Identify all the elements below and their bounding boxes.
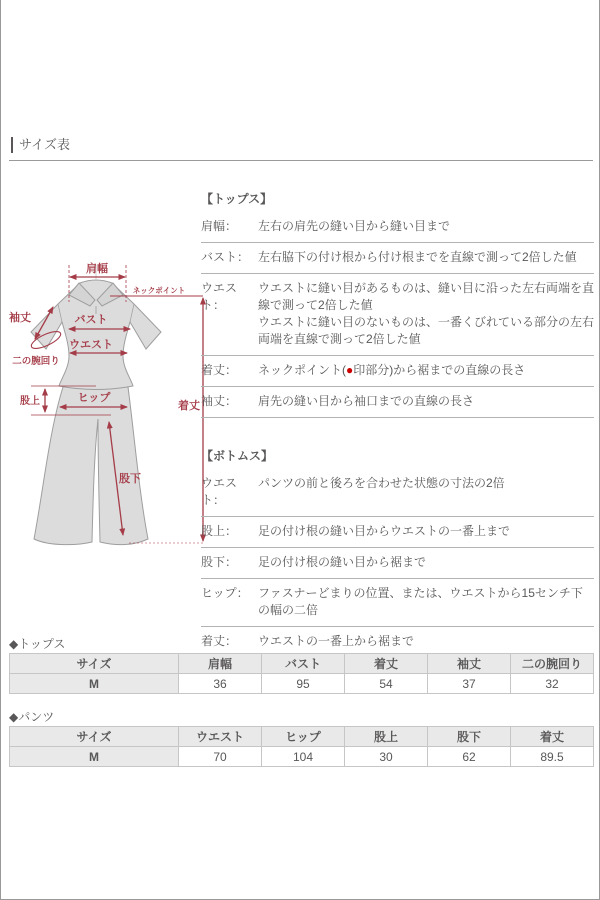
hip-label: ヒップ — [77, 392, 111, 404]
def-desc-line: ウエストに縫い目があるものは、縫い目に沿った左右両端を直線で測って2倍した値 — [258, 281, 595, 312]
def-desc: 足の付け根の縫い目から裾まで — [258, 555, 427, 569]
table-header-cell: 二の腕回り — [511, 654, 594, 674]
def-term: 袖丈： — [201, 394, 238, 408]
def-row-inseam — [201, 548, 594, 579]
def-row-waist-bottom — [201, 469, 594, 517]
def-desc: 左右脇下の付け根から付け根までを直線で測って2倍した値 — [258, 250, 577, 264]
table-value-cell: 70 — [179, 747, 262, 767]
table-header-cell: 着丈 — [511, 727, 594, 747]
table-header-cell: サイズ — [10, 654, 179, 674]
table-header-cell: 股上 — [345, 727, 428, 747]
pants-data-row — [10, 747, 594, 767]
garment-illustration — [31, 265, 161, 545]
neck-point-dot: ● — [346, 363, 354, 377]
pants-shape — [34, 387, 148, 545]
bust-label: バスト — [74, 314, 108, 326]
size-figure-svg — [6, 252, 211, 552]
def-term: ウエスト： — [201, 281, 238, 312]
size-figure — [6, 252, 211, 552]
def-desc: 足の付け根の縫い目からウエストの一番上まで — [258, 524, 511, 538]
sleeve-length-label: 袖丈 — [9, 312, 31, 324]
pants-table-title: ◆パンツ — [9, 710, 55, 724]
def-desc-part: ネックポイント( — [258, 363, 346, 377]
pants-header-row — [10, 727, 594, 747]
table-value-cell: 104 — [262, 747, 345, 767]
table-value-cell: 37 — [428, 674, 511, 694]
defs-section-bottoms — [201, 448, 594, 658]
def-desc: 左右の肩先の縫い目から縫い目まで — [258, 219, 451, 233]
def-desc-line: ウエストに縫い目のないものは、一番くびれている部分の左右両端を直線で測って2倍した値 — [258, 315, 595, 346]
table-header-cell: ヒップ — [262, 727, 345, 747]
def-row-shoulder — [201, 212, 594, 243]
tops-heading: 【トップス】 — [201, 192, 273, 206]
def-term: 着丈： — [201, 634, 238, 648]
inseam-label: 股下 — [119, 473, 141, 485]
table-header-cell: 肩幅 — [179, 654, 262, 674]
def-term: ウエスト： — [201, 476, 238, 507]
shoulder-width-label: 肩幅 — [86, 263, 108, 275]
table-header-cell: 着丈 — [345, 654, 428, 674]
table-value-cell: 95 — [262, 674, 345, 694]
tops-table — [9, 653, 594, 694]
def-term: 股下： — [201, 555, 238, 569]
table-header-cell: 股下 — [428, 727, 511, 747]
def-desc-part: 印部分)から裾までの直線の長さ — [353, 363, 526, 377]
page-title: サイズ表 — [11, 137, 70, 153]
table-size-cell: M — [10, 674, 179, 694]
table-value-cell: 54 — [345, 674, 428, 694]
title-divider — [9, 160, 593, 161]
def-term: ヒップ： — [201, 586, 249, 600]
def-row-rise — [201, 517, 594, 548]
table-header-cell: サイズ — [10, 727, 179, 747]
def-desc: パンツの前と後ろを合わせた状態の寸法の2倍 — [258, 476, 505, 490]
table-value-cell: 36 — [179, 674, 262, 694]
def-desc: 肩先の縫い目から袖口までの直線の長さ — [258, 394, 475, 408]
table-header-cell: 袖丈 — [428, 654, 511, 674]
def-term: バスト： — [201, 250, 250, 264]
body-length-label: 着丈 — [178, 400, 200, 412]
neck-point-label: ネックポイント — [132, 286, 186, 295]
def-desc — [258, 362, 594, 379]
bottoms-heading: 【ボトムス】 — [201, 449, 274, 463]
table-value-cell: 30 — [345, 747, 428, 767]
def-desc — [258, 280, 594, 348]
rise-label: 股上 — [20, 396, 40, 407]
table-value-cell: 32 — [511, 674, 594, 694]
table-header-cell: ウエスト — [179, 727, 262, 747]
def-desc: ファスナーどまりの位置、または、ウエストから15センチ下の幅の二倍 — [258, 586, 583, 617]
def-term: 肩幅： — [201, 219, 238, 233]
pants-table — [9, 726, 594, 767]
def-term: 股上： — [201, 524, 238, 538]
table-value-cell: 62 — [428, 747, 511, 767]
table-header-cell: バスト — [262, 654, 345, 674]
tops-table-title: ◆トップス — [9, 637, 66, 651]
tops-data-row — [10, 674, 594, 694]
waist-label: ウエスト — [69, 339, 113, 351]
def-row-waist-top — [201, 274, 594, 356]
definitions-panel — [201, 191, 594, 658]
def-row-sleeve — [201, 387, 594, 418]
def-row-hip — [201, 579, 594, 627]
table-value-cell: 89.5 — [511, 747, 594, 767]
table-size-cell: M — [10, 747, 179, 767]
def-term: 着丈： — [201, 363, 238, 377]
upper-arm-label: 二の腕回り — [12, 356, 60, 367]
defs-section-tops — [201, 191, 594, 418]
def-desc: ウエストの一番上から裾まで — [258, 634, 415, 648]
def-row-bust — [201, 243, 594, 274]
tops-header-row — [10, 654, 594, 674]
def-row-body-length-top — [201, 356, 594, 387]
